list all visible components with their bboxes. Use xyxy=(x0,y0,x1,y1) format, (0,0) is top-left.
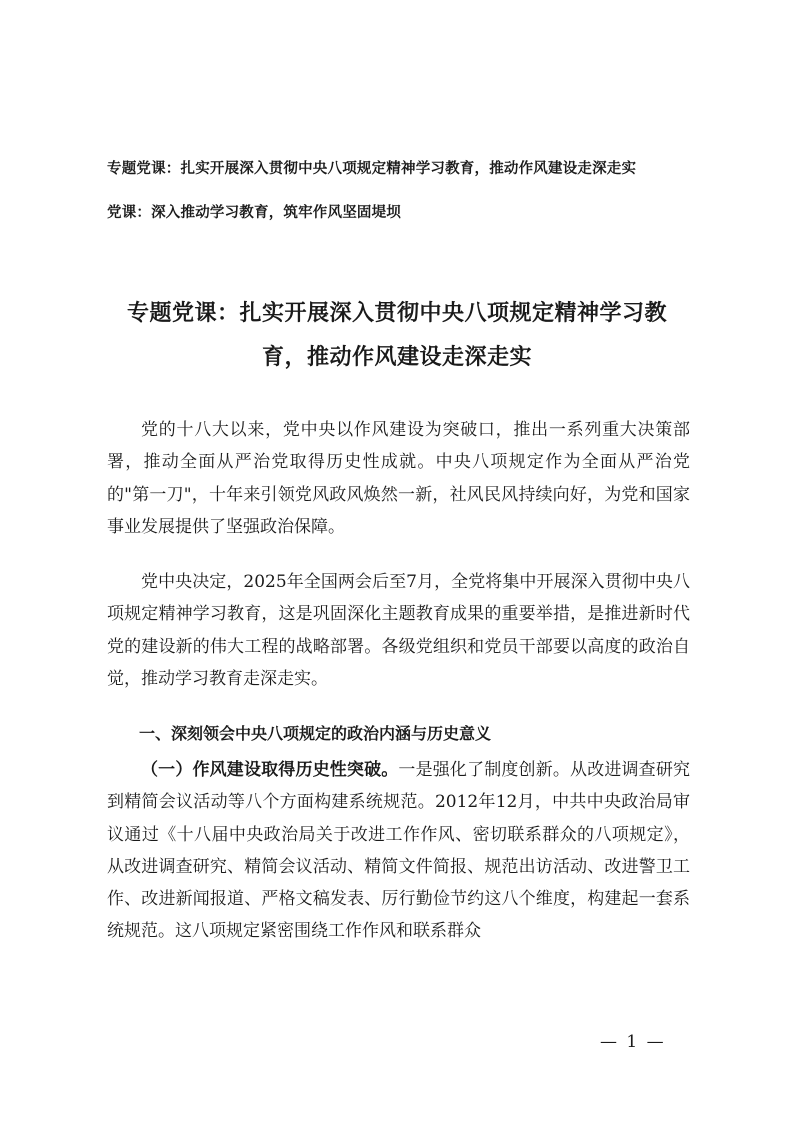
body-paragraph-3-text: 一是强化了制度创新。从改进调查研究到精简会议活动等八个方面构建系统规范。2012年12月，中共中央政治局审议通过《十八届中央政治局关于改进工作作风、密切联系群众的八项规定》，从改进调查研究、精简会议活动、精简文件简报、规范出访活动、改进警卫工作、改进新闻报道、严格文稿发表、厉行勤俭节约这八个维度，构建起一套系统规范。这八项规定紧密围绕工作作风和联系群众 xyxy=(107,760,691,942)
summary-line-1: 专题党课：扎实开展深入贯彻中央八项规定精神学习教育，推动作风建设走深走实 xyxy=(107,161,637,177)
body-paragraph-3 xyxy=(107,754,690,948)
body-paragraph-2: 党中央决定，2025年全国两会后至7月，全党将集中开展深入贯彻中央八项规定精神学习教育，这是巩固深化主题教育成果的重要举措，是推进新时代党的建设新的伟大工程的战略部署。各级党组织和党员干部要以高度的政治自觉，推动学习教育走深走实。 xyxy=(107,572,690,689)
section-heading-1: 一、深刻领会中央八项规定的政治内涵与历史意义 xyxy=(139,724,492,743)
page-number: — 1 — xyxy=(600,1032,666,1052)
document-title-line-1: 专题党课：扎实开展深入贯彻中央八项规定精神学习教 xyxy=(126,301,667,326)
document-title-line-2: 育，推动作风建设走深走实 xyxy=(261,345,532,370)
body-paragraph-1: 党的十八大以来，党中央以作风建设为突破口，推出一系列重大决策部署，推动全面从严治党取得历史性成就。中央八项规定作为全面从严治党的"第一刀"，十年来引领党风政风焕然一新，社风民风持续向好，为党和国家事业发展提供了坚强政治保障。 xyxy=(107,420,690,537)
document-title xyxy=(107,292,687,380)
sub-heading-1: （一）作风建设取得历史性突破。 xyxy=(141,760,399,780)
summary-line-2: 党课：深入推动学习教育，筑牢作风坚固堤坝 xyxy=(107,205,401,221)
